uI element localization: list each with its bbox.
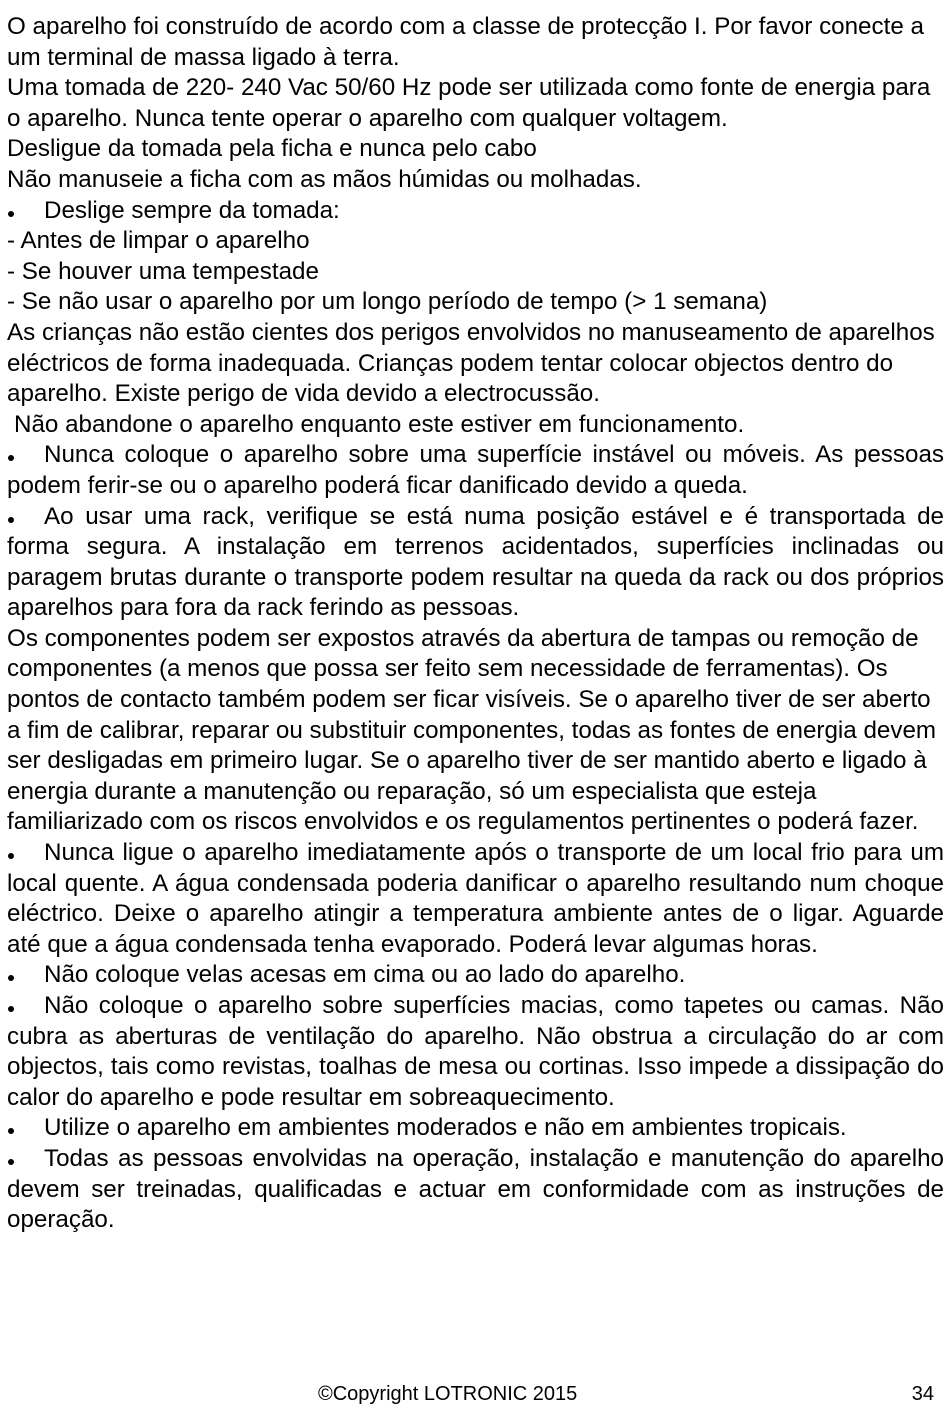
paragraph-unplug-cable: Desligue da tomada pela ficha e nunca pelo cabo xyxy=(7,135,537,163)
bullet-text: Todas as pessoas envolvidas na operação, instalação e manutenção do aparelho devem ser treinadas, qualificadas e actuar em conformidade com as instruções de operação. xyxy=(7,1144,944,1234)
bullet-rack xyxy=(7,502,944,624)
bullet-trained-personnel xyxy=(7,1144,944,1236)
dash-item-cleaning: - Antes de limpar o aparelho xyxy=(7,227,310,255)
bullet-text: Nunca ligue o aparelho imediatamente após o transporte de um local frio para um local quente. A água condensada poderia danificar o aparelho resultando num choque eléctrico. Deixe o aparelho atingir a temperatura ambiente antes de o ligar. Aguarde até que a água condensada tenha evaporado. Poderá levar algumas horas. xyxy=(7,839,944,958)
bullet-unstable-surface xyxy=(7,440,944,501)
bullet-moderate-climate xyxy=(7,1113,944,1144)
page-number: 34 xyxy=(911,1383,934,1405)
paragraph-power-source: Uma tomada de 220- 240 Vac 50/60 Hz pode ser utilizada como fonte de energia para o aparelho. Nunca tente operar o aparelho com qualquer voltagem. xyxy=(7,74,931,132)
bullet-ventilation xyxy=(7,991,944,1113)
page-footer xyxy=(0,1383,950,1413)
paragraph-components: Os componentes podem ser expostos através da abertura de tampas ou remoção de componentes (a menos que possa ser feito sem necessidade de ferramentas). Os pontos de contacto também podem ser ficar visíveis. Se o aparelho tiver de ser aberto a fim de calibrar, reparar ou substituir componentes, todas as fontes de energia devem ser desligadas em primeiro lugar. Se o aparelho tiver de ser mantido aberto e ligado à energia durante a manutenção ou reparação, só um especialista que esteja familiarizado com os riscos envolvidos e os regulamentos pertinentes o poderá fazer. xyxy=(7,624,937,836)
paragraph-protection-class: O aparelho foi construído de acordo com a classe de protecção I. Por favor conecte a um terminal de massa ligado à terra. xyxy=(7,13,924,71)
copyright-notice: ©Copyright LOTRONIC 2015 xyxy=(318,1383,578,1405)
dash-item-long-period: - Se não usar o aparelho por um longo período de tempo (> 1 semana) xyxy=(7,288,768,316)
paragraph-do-not-leave: Não abandone o aparelho enquanto este estiver em funcionamento. xyxy=(14,410,745,438)
bullet-text: Não coloque o aparelho sobre superfícies macias, como tapetes ou camas. Não cubra as aberturas de ventilação do aparelho. Não obstrua a circulação do ar com objectos, tais como revistas, toalhas de mesa ou cortinas. Isso impede a dissipação do calor do aparelho e pode resultar em sobreaquecimento. xyxy=(7,992,944,1111)
bullet-text: Deslige sempre da tomada: xyxy=(44,196,340,224)
dash-item-storm: - Se houver uma tempestade xyxy=(7,257,319,285)
bullet-text: Nunca coloque o aparelho sobre uma superfície instável ou móveis. As pessoas podem ferir-se ou o aparelho poderá ficar danificado devido a queda. xyxy=(7,441,944,499)
bullet-always-unplug xyxy=(7,196,944,227)
paragraph-children: As crianças não estão cientes dos perigos envolvidos no manuseamento de aparelhos eléctricos de forma inadequada. Crianças podem tentar colocar objectos dentro do aparelho. Existe perigo de vida devido a electrocussão. xyxy=(7,318,935,408)
bullet-candles xyxy=(7,960,944,991)
bullet-text: Utilize o aparelho em ambientes moderados e não em ambientes tropicais. xyxy=(44,1114,847,1142)
bullet-text: Não coloque velas acesas em cima ou ao lado do aparelho. xyxy=(44,961,686,989)
bullet-text: Ao usar uma rack, verifique se está numa posição estável e é transportada de forma segura. A instalação em terrenos acidentados, superfícies inclinadas ou paragem brutas durante o transporte podem resultar na queda da rack ou dos próprios aparelhos para fora da rack ferindo as pessoas. xyxy=(7,502,944,622)
paragraph-wet-hands: Não manuseie a ficha com as mãos húmidas ou molhadas. xyxy=(7,165,642,193)
bullet-condensation xyxy=(7,838,944,960)
